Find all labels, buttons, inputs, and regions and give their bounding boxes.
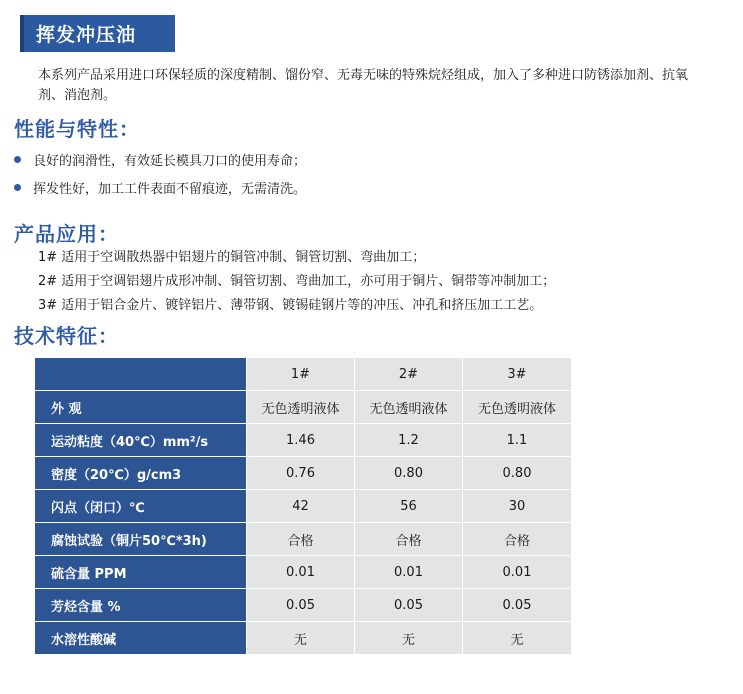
intro-text: 本系列产品采用进口环保轻质的深度精制、馏份窄、无毒无味的特殊烷烃组成，加入了多种进口防锈添加剂、抗氧剂、消泡剂。 xyxy=(38,68,689,103)
performance-heading: 性能与特性： xyxy=(14,117,140,141)
table-cell: 42 xyxy=(247,490,355,523)
table-cell: 0.05 xyxy=(463,589,571,622)
table-row xyxy=(35,622,571,655)
table-corner-cell xyxy=(35,358,247,391)
table-row xyxy=(35,424,571,457)
row-label: 水溶性酸碱 xyxy=(35,622,247,655)
bullet-icon xyxy=(14,156,21,163)
table-cell: 30 xyxy=(463,490,571,523)
table-cell: 合格 xyxy=(247,523,355,556)
list-item xyxy=(14,176,306,198)
table-row xyxy=(35,556,571,589)
table-cell: 1.46 xyxy=(247,424,355,457)
row-label: 硫含量 PPM xyxy=(35,556,247,589)
row-label: 运动粘度（40℃）mm²/s xyxy=(35,424,247,457)
table-cell: 0.01 xyxy=(463,556,571,589)
table-row xyxy=(35,490,571,523)
table-row xyxy=(35,523,571,556)
table-cell: 合格 xyxy=(355,523,463,556)
row-label: 芳烃含量 % xyxy=(35,589,247,622)
table-header-row xyxy=(35,358,571,391)
table-cell: 56 xyxy=(355,490,463,523)
applications-heading: 产品应用： xyxy=(14,222,119,246)
table-cell: 0.05 xyxy=(247,589,355,622)
table-cell: 无 xyxy=(355,622,463,655)
table-cell: 1.2 xyxy=(355,424,463,457)
list-item: 2# 适用于空调铝翅片成形冲制、铜管切割、弯曲加工，亦可用于铜片、铜带等冲制加工； xyxy=(38,274,556,289)
table-cell: 0.01 xyxy=(247,556,355,589)
applications-list xyxy=(38,246,555,318)
row-label: 外 观 xyxy=(35,391,247,424)
table-cell: 无色透明液体 xyxy=(247,391,355,424)
bullet-icon xyxy=(14,184,21,191)
table-row xyxy=(35,589,571,622)
column-header: 1# xyxy=(247,358,355,391)
table-cell: 0.80 xyxy=(463,457,571,490)
table-cell: 0.76 xyxy=(247,457,355,490)
list-item: 3# 适用于铝合金片、镀锌铝片、薄带钢、镀锡硅钢片等的冲压、冲孔和挤压加工工艺。 xyxy=(38,298,543,313)
table-cell: 无 xyxy=(247,622,355,655)
row-label: 腐蚀试验（铜片50℃*3h) xyxy=(35,523,247,556)
performance-list xyxy=(14,148,306,204)
table-cell: 合格 xyxy=(463,523,571,556)
row-label: 闪点（闭口）℃ xyxy=(35,490,247,523)
table-row xyxy=(35,391,571,424)
list-item-text: 良好的润滑性，有效延长模具刀口的使用寿命； xyxy=(33,153,307,169)
list-item xyxy=(14,148,306,170)
table-cell: 无色透明液体 xyxy=(463,391,571,424)
table-cell: 0.05 xyxy=(355,589,463,622)
table-cell: 无 xyxy=(463,622,571,655)
table-cell: 1.1 xyxy=(463,424,571,457)
column-header: 2# xyxy=(355,358,463,391)
spec-table xyxy=(35,358,571,655)
row-label: 密度（20℃）g/cm3 xyxy=(35,457,247,490)
column-header: 3# xyxy=(463,358,571,391)
page-title: 挥发冲压油 xyxy=(36,24,137,46)
table-row xyxy=(35,457,571,490)
table-cell: 0.80 xyxy=(355,457,463,490)
table-cell: 无色透明液体 xyxy=(355,391,463,424)
table-cell: 0.01 xyxy=(355,556,463,589)
list-item-text: 挥发性好，加工工件表面不留痕迹，无需清洗。 xyxy=(33,181,307,197)
specs-heading: 技术特征： xyxy=(14,324,119,348)
list-item: 1# 适用于空调散热器中铝翅片的铜管冲制、铜管切割、弯曲加工； xyxy=(38,250,426,265)
title-banner xyxy=(20,15,175,52)
